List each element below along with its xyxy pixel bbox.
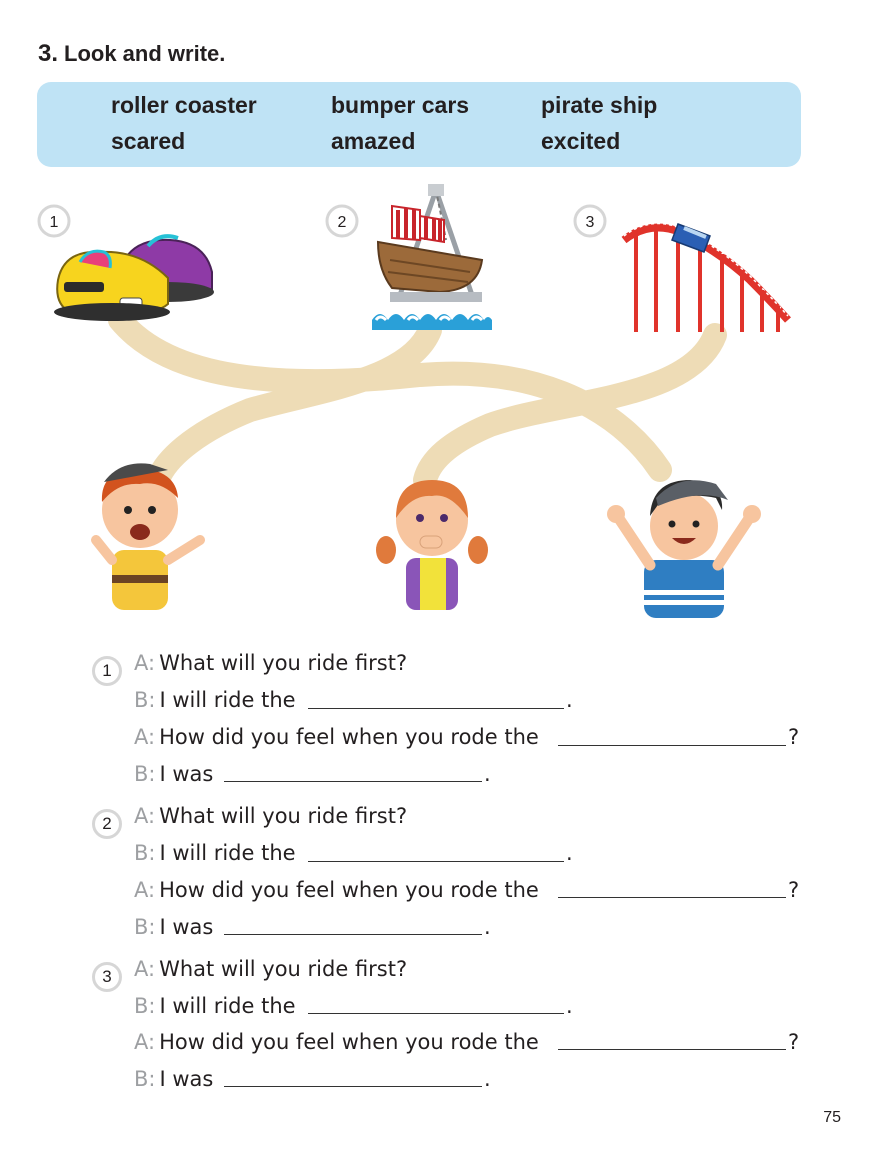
- word-bank: [37, 82, 801, 167]
- speaker-label: A:: [134, 878, 156, 902]
- speaker-label: B:: [134, 762, 156, 786]
- q1-line-4: [134, 762, 213, 786]
- matching-paths: [120, 320, 715, 480]
- exercise-instruction: Look and write.: [64, 41, 226, 66]
- q3-end-punct-3: ?: [788, 1030, 800, 1054]
- q3-end-punct-2: .: [566, 994, 573, 1018]
- q1-line-2: [134, 688, 296, 712]
- dialog-text: I will ride the: [159, 841, 296, 865]
- speaker-label: B:: [134, 688, 156, 712]
- q2-answer-blank-feeling[interactable]: [224, 934, 482, 935]
- q2-answer-blank-ride[interactable]: [308, 861, 564, 862]
- pirate-ship-icon: [372, 184, 492, 330]
- speaker-label: B:: [134, 915, 156, 939]
- speaker-label: B:: [134, 841, 156, 865]
- dialog-text: I was: [159, 1067, 214, 1091]
- picture-number-3: 3: [585, 214, 595, 231]
- speaker-label: A:: [134, 651, 156, 675]
- dialog-text: I will ride the: [159, 688, 296, 712]
- q3-line-1: [134, 957, 407, 981]
- word-roller-coaster: roller coaster: [111, 92, 257, 118]
- word-scared: scared: [111, 128, 186, 154]
- q2-line-3: [134, 878, 539, 902]
- path-roller-coaster: [425, 335, 715, 480]
- picture-badge-2: [327, 206, 357, 236]
- q3-answer-blank-rode[interactable]: [558, 1049, 786, 1050]
- q2-end-punct-3: ?: [788, 878, 800, 902]
- q2-line-2: [134, 841, 296, 865]
- q2-end-punct-4: .: [484, 915, 491, 939]
- speaker-label: A:: [134, 1030, 156, 1054]
- q1-end-punct-2: .: [566, 688, 573, 712]
- path-pirate-ship: [160, 330, 430, 475]
- q2-line-1: [134, 804, 407, 828]
- dialog-text: How did you feel when you rode the: [159, 878, 539, 902]
- q2-answer-blank-rode[interactable]: [558, 897, 786, 898]
- bumper-cars-icon: [54, 236, 214, 321]
- dialog-text: What will you ride first?: [159, 651, 408, 675]
- excited-boy-icon: [607, 480, 761, 618]
- dialog-text: I will ride the: [159, 994, 296, 1018]
- q1-line-3: [134, 725, 539, 749]
- dialog-text: I was: [159, 915, 214, 939]
- roller-coaster-icon: [624, 224, 788, 333]
- word-pirate-ship: pirate ship: [541, 92, 658, 118]
- exercise-title: [38, 40, 225, 68]
- amazed-boy-icon: [96, 463, 200, 610]
- picture-number-2: 2: [337, 214, 347, 231]
- speaker-label: B:: [134, 994, 156, 1018]
- q3-end-punct-4: .: [484, 1067, 491, 1091]
- q3-line-4: [134, 1067, 213, 1091]
- dialog-text: I was: [159, 762, 214, 786]
- scared-girl-icon: [376, 480, 488, 610]
- q1-line-1: [134, 651, 407, 675]
- picture-badge-1: [39, 206, 69, 236]
- speaker-label: A:: [134, 957, 156, 981]
- q1-answer-blank-rode[interactable]: [558, 745, 786, 746]
- page-number: 75: [823, 1109, 841, 1126]
- q2-line-4: [134, 915, 213, 939]
- speaker-label: B:: [134, 1067, 156, 1091]
- q3-answer-blank-feeling[interactable]: [224, 1086, 482, 1087]
- q3-answer-blank-ride[interactable]: [308, 1013, 564, 1014]
- q1-end-punct-4: .: [484, 762, 491, 786]
- question-number-3: 3: [92, 962, 122, 992]
- q2-end-punct-2: .: [566, 841, 573, 865]
- q1-answer-blank-ride[interactable]: [308, 708, 564, 709]
- exercise-number: 3.: [38, 40, 59, 67]
- q1-answer-blank-feeling[interactable]: [224, 781, 482, 782]
- dialog-text: How did you feel when you rode the: [159, 1030, 539, 1054]
- word-amazed: amazed: [331, 128, 416, 154]
- dialog-text: What will you ride first?: [159, 804, 408, 828]
- picture-badge-3: [575, 206, 605, 236]
- question-number-1: 1: [92, 656, 122, 686]
- speaker-label: A:: [134, 804, 156, 828]
- dialog-text: What will you ride first?: [159, 957, 408, 981]
- picture-number-1: 1: [49, 214, 59, 231]
- question-number-2: 2: [92, 809, 122, 839]
- word-bumper-cars: bumper cars: [331, 92, 470, 118]
- word-excited: excited: [541, 128, 621, 154]
- q3-line-2: [134, 994, 296, 1018]
- dialog-text: How did you feel when you rode the: [159, 725, 539, 749]
- q3-line-3: [134, 1030, 539, 1054]
- speaker-label: A:: [134, 725, 156, 749]
- q1-end-punct-3: ?: [788, 725, 800, 749]
- matching-scene: [0, 180, 873, 630]
